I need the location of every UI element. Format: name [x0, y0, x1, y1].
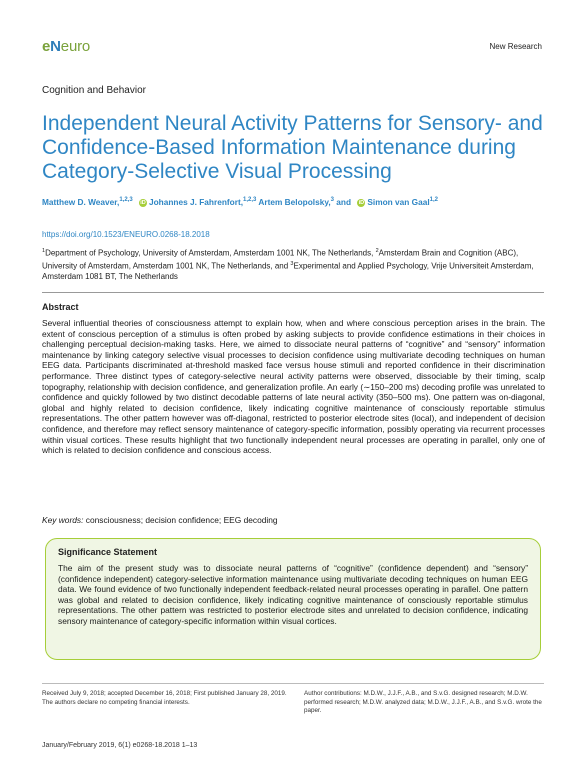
- author-affil-sup: 3: [330, 197, 334, 204]
- author-conjunction: and: [336, 197, 352, 207]
- significance-heading: Significance Statement: [58, 547, 158, 557]
- author-name[interactable]: Simon van Gaal: [367, 197, 430, 207]
- logo-n: N: [50, 38, 61, 55]
- author-affil-sup: 1,2,3: [119, 197, 133, 204]
- competing-interests: The authors declare no competing financial interests.: [42, 698, 190, 706]
- affiliations: [42, 246, 547, 283]
- author-name[interactable]: Artem Belopolsky,: [258, 197, 331, 207]
- affil-sup: 3: [290, 261, 294, 268]
- orcid-icon[interactable]: iD: [140, 199, 146, 206]
- affil-text: Amsterdam Brain and Cognition (ABC), University of Amsterdam, Amsterdam 1001 NK, The Netherlands, and: [42, 248, 519, 271]
- footer-left-notes: [42, 690, 287, 707]
- keywords-label: Key words:: [42, 515, 84, 525]
- journal-citation: January/February 2019, 6(1) e0268-18.2018 1–13: [42, 742, 198, 749]
- abstract-body: Several influential theories of consciousness attempt to explain how, when and where conscious perception arises in the brain. The extent of conscious perception of a stimulus is often probed by asking subjects to provide confidence estimations in their choices in challenging perceptual decision-making tasks. Here, we aimed to dissociate neural patterns of “cognitive” and “sensory” information maintenance by linking category selective visual processes to decision confidence using multivariate decoding techniques on human EEG data. Participants discriminated at-threshold masked face versus house stimuli and reported confidence in their discrimination performance. Three distinct types of category-selective neural activity patterns were observed, dissociable by their timing, scalp topography, relationship with decision confidence, and generalization profile. An early (∼150–200 ms) decoding profile was unrelated to confidence and quickly followed by two distinct decodable patterns of late neural activity (350–500 ms). One pattern was on-diagonal, global and highly related to decision confidence, likely indicating cognitive maintenance of consciously reportable stimulus representations. The other pattern however was off-diagonal, restricted to posterior electrode sites (local), and independent of decision confidence, and therefore may reflect sensory maintenance of category-specific information, possibly operating via recurrent processes within visual cortices. These results highlight that two functionally independent neural processes are operating in parallel, only one of which is related to decision confidence and conscious access.: [42, 318, 545, 456]
- keywords: [42, 515, 278, 525]
- affil-sup: 1: [42, 248, 46, 254]
- affil-sup: 2: [375, 248, 379, 254]
- significance-statement-box: [45, 538, 541, 660]
- author-name[interactable]: Johannes J. Fahrenfort,: [148, 197, 244, 207]
- author-list: [42, 197, 552, 207]
- doi-link[interactable]: https://doi.org/10.1523/ENEURO.0268-18.2018: [42, 230, 210, 239]
- affil-text: Department of Psychology, University of Amsterdam, Amsterdam 1001 NK, The Netherlands,: [45, 248, 376, 258]
- journal-logo: [42, 38, 90, 55]
- significance-body: The aim of the present study was to dissociate neural patterns of “cognitive” (confidence dependent) and “sensory” (confidence independent) category-selective information maintenance using multivariate decoding techniques on human EEG data. We found evidence of two functionally independent feedback-related neural processes operating in parallel. One pattern was global and related to decision confidence, likely indicating cognitive maintenance of consciously reportable stimulus representations. The other pattern was restricted to posterior electrode sites and unrelated to decision confidence, indicating sensory maintenance of category-specific information within visual cortices.: [58, 563, 528, 626]
- received-dates: Received July 9, 2018; accepted December 16, 2018; First published January 28, 2019.: [42, 690, 287, 697]
- section-divider: [42, 292, 544, 293]
- author-affil-sup: 1,2: [429, 197, 438, 204]
- subject-category: Cognition and Behavior: [42, 85, 146, 96]
- logo-e: e: [42, 38, 51, 55]
- footer-divider: [42, 683, 544, 684]
- orcid-icon[interactable]: iD: [358, 199, 365, 206]
- logo-rest: euro: [60, 38, 91, 55]
- article-type-label: New Research: [489, 42, 542, 51]
- affil-text: Experimental and Applied Psychology, Vrije Universiteit Amsterdam, Amsterdam 1081 BT, The Netherlands: [42, 261, 534, 282]
- abstract-heading: Abstract: [42, 302, 79, 312]
- author-affil-sup: 1,2,3: [243, 197, 257, 204]
- article-title: Independent Neural Activity Patterns for Sensory- and Confidence-Based Information Maintenance during Category-Selective Visual Processing: [42, 112, 543, 183]
- author-name[interactable]: Matthew D. Weaver,: [42, 197, 120, 207]
- keywords-text: consciousness; decision confidence; EEG decoding: [85, 515, 278, 525]
- author-contributions: Author contributions: M.D.W., J.J.F., A.B., and S.v.G. designed research; M.D.W. performed research; M.D.W. analyzed data; M.D.W., J.J.F., A.B., and S.v.G. wrote the paper.: [304, 690, 542, 714]
